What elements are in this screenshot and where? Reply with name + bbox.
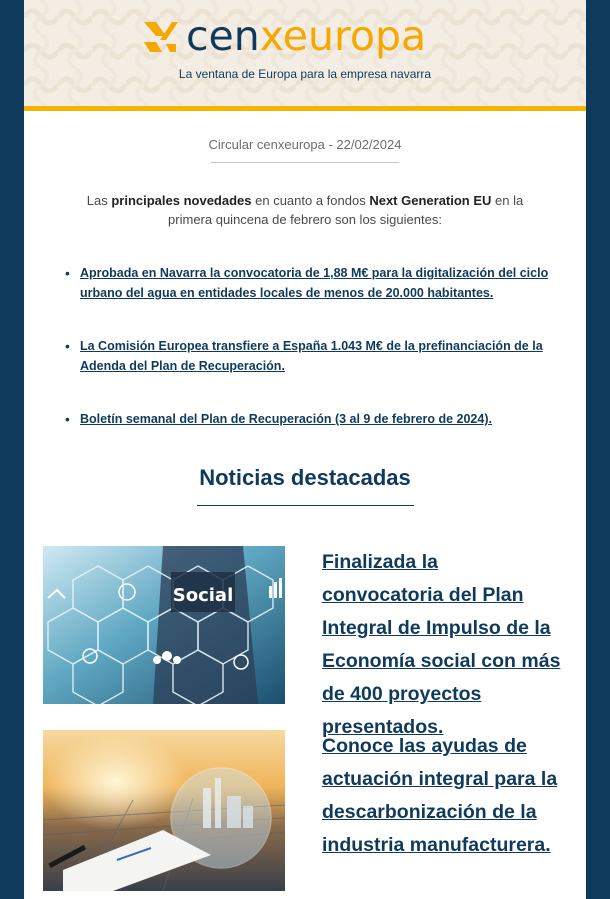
intro-paragraph — [70, 191, 540, 229]
list-item — [80, 409, 560, 429]
list-item — [80, 263, 560, 303]
social-image-text: Social — [172, 585, 234, 606]
logo-mark-icon — [140, 16, 180, 56]
news-list — [24, 263, 586, 429]
header-banner — [24, 0, 586, 111]
news-link[interactable]: La Comisión Europea transfiere a España 1.043 M€ de la prefinanciación de la Adenda del Plan de Recuperación. — [80, 339, 543, 373]
intro-text: en cuanto a fondos — [251, 193, 370, 208]
divider — [211, 162, 399, 163]
featured-title-link[interactable]: Finalizada la convocatoria del Plan Integral de Impulso de la Economía social con más de 400 proyectos presentados. — [322, 551, 561, 738]
email-frame — [24, 0, 586, 899]
social-image-icon — [43, 546, 285, 704]
intro-text: en la primera quincena de febrero son los siguientes: — [168, 193, 524, 227]
logo[interactable] — [140, 12, 426, 60]
tagline: La ventana de Europa para la empresa navarra — [178, 67, 432, 81]
circular-date: Circular cenxeuropa - 22/02/2024 — [208, 137, 402, 152]
news-link[interactable]: Aprobada en Navarra la convocatoria de 1,88 M€ para la digitalización del ciclo urbano del agua en entidades locales de menos de 20.000 habitantes. — [80, 266, 549, 300]
intro-text: Las — [86, 193, 112, 208]
logo-text-cen: cen — [186, 12, 260, 60]
section-divider — [197, 505, 414, 506]
industry-image-icon — [43, 730, 285, 891]
list-item — [80, 336, 560, 376]
featured-image-industry[interactable] — [43, 730, 285, 891]
news-link[interactable]: Boletín semanal del Plan de Recuperación (3 al 9 de febrero de 2024). — [80, 412, 492, 426]
logo-text-xeuropa: xeuropa — [259, 12, 427, 60]
logo-wordmark — [186, 12, 426, 60]
section-title: Noticias destacadas — [199, 465, 411, 490]
intro-bold: principales novedades — [111, 193, 252, 208]
featured-title-link[interactable]: Conoce las ayudas de actuación integral para la descarbonización de la industria manufacturera. — [322, 735, 558, 856]
featured-image-social[interactable] — [43, 546, 285, 704]
intro-bold: Next Generation EU — [369, 193, 492, 208]
